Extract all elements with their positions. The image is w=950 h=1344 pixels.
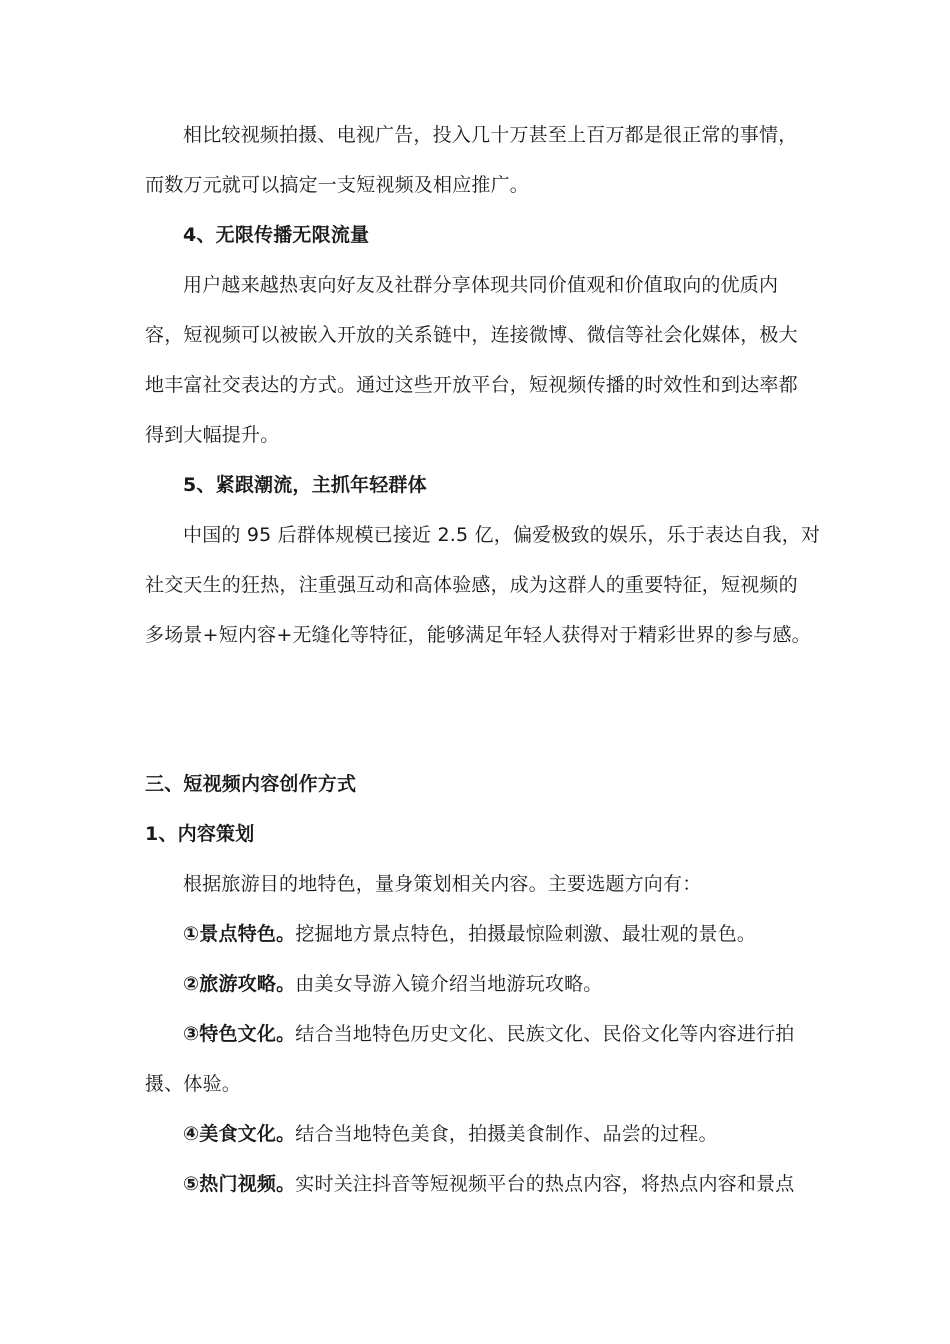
list-item-label: ③特色文化。 bbox=[183, 1023, 296, 1045]
list-item bbox=[183, 1120, 810, 1148]
list-item bbox=[183, 920, 810, 948]
list-item-continuation: 摄、体验。 bbox=[145, 1073, 242, 1095]
list-item-label: ④美食文化。 bbox=[183, 1123, 296, 1145]
list-item-label: ⑤热门视频。 bbox=[183, 1173, 296, 1195]
list-item-text: 结合当地特色美食，拍摄美食制作、品尝的过程。 bbox=[295, 1123, 718, 1145]
list-item-text: 实时关注抖音等短视频平台的热点内容，将热点内容和景点 bbox=[295, 1173, 795, 1195]
list-item-label: ①景点特色。 bbox=[183, 923, 296, 945]
list-item bbox=[183, 970, 810, 998]
list-item-text: 由美女导游入镜介绍当地游玩攻略。 bbox=[295, 973, 603, 995]
paragraph-line: 地丰富社交表达的方式。通过这些开放平台，短视频传播的时效性和到达率都 bbox=[145, 374, 798, 396]
list-item-text: 结合当地特色历史文化、民族文化、民俗文化等内容进行拍 bbox=[295, 1023, 795, 1045]
paragraph-line: 根据旅游目的地特色，量身策划相关内容。主要选题方向有： bbox=[183, 873, 702, 895]
list-item-label: ②旅游攻略。 bbox=[183, 973, 296, 995]
paragraph-line: 多场景+短内容+无缝化等特征，能够满足年轻人获得对于精彩世界的参与感。 bbox=[145, 624, 811, 646]
paragraph-line: 容，短视频可以被嵌入开放的关系链中，连接微博、微信等社会化媒体，极大 bbox=[145, 324, 798, 346]
list-item bbox=[183, 1020, 810, 1048]
paragraph-line: 而数万元就可以搞定一支短视频及相应推广。 bbox=[145, 174, 530, 196]
paragraph-line: 社交天生的狂热，注重强互动和高体验感，成为这群人的重要特征，短视频的 bbox=[145, 574, 798, 596]
list-item bbox=[183, 1170, 810, 1198]
subheading: 5、紧跟潮流，主抓年轻群体 bbox=[183, 474, 427, 496]
section-title: 三、短视频内容创作方式 bbox=[145, 773, 357, 795]
section-subtitle: 1、内容策划 bbox=[145, 823, 255, 845]
subheading: 4、无限传播无限流量 bbox=[183, 224, 370, 246]
paragraph-line: 得到大幅提升。 bbox=[145, 424, 280, 446]
list-item-text: 挖掘地方景点特色，拍摄最惊险刺激、最壮观的景色。 bbox=[295, 923, 757, 945]
paragraph-line: 用户越来越热衷向好友及社群分享体现共同价值观和价值取向的优质内 bbox=[183, 274, 779, 296]
paragraph-line: 中国的 95 后群体规模已接近 2.5 亿，偏爱极致的娱乐，乐于表达自我，对 bbox=[183, 524, 821, 546]
paragraph-line: 相比较视频拍摄、电视广告，投入几十万甚至上百万都是很正常的事情， bbox=[183, 124, 798, 146]
